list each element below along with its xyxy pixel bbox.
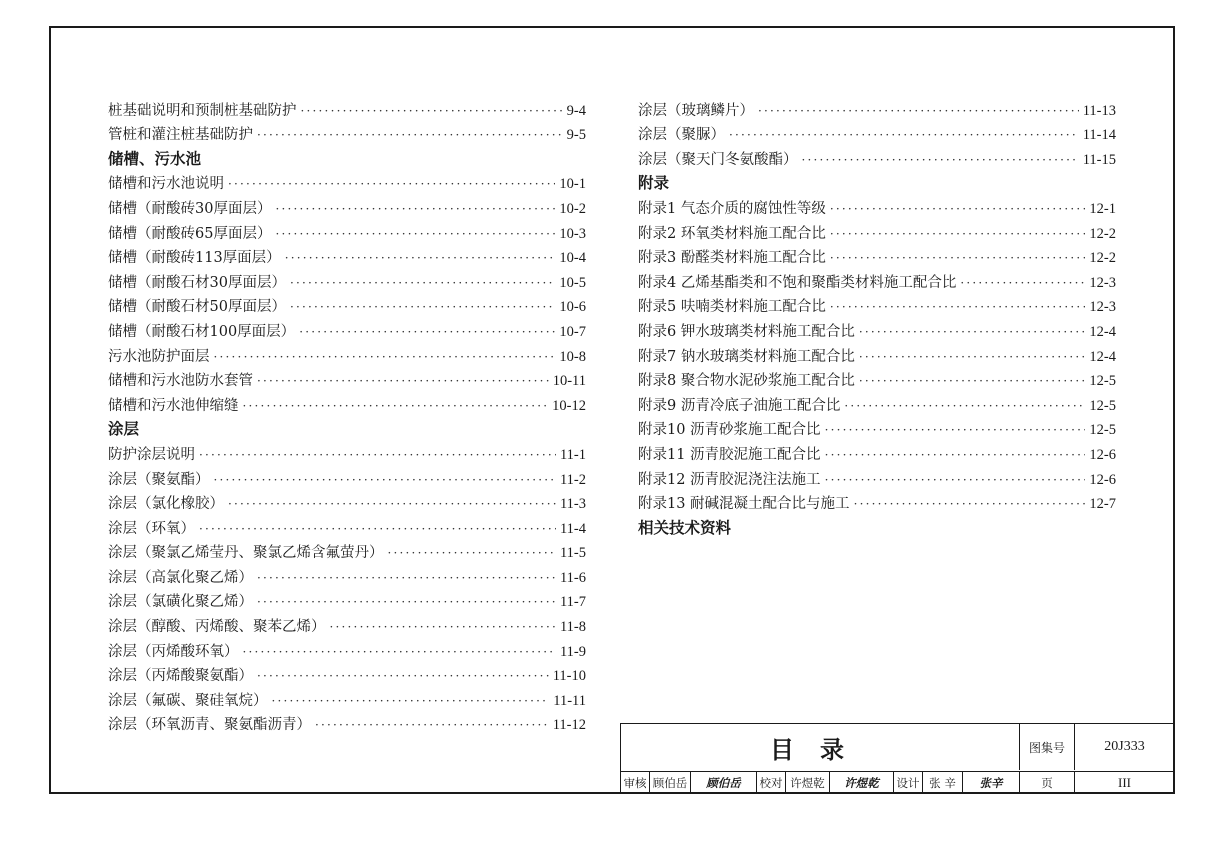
reviewer-name: 顾伯岳 xyxy=(650,772,691,793)
toc-entry-page: 12-3 xyxy=(1089,274,1116,291)
toc-entry-title: 涂层（醇酸、丙烯酸、聚苯乙烯） xyxy=(108,619,326,636)
toc-entry-title: 涂层（聚氨酯） xyxy=(108,471,210,488)
toc-entry-page: 10-3 xyxy=(559,225,586,242)
toc-section-heading: 储槽、污水池 xyxy=(108,149,202,168)
toc-entry xyxy=(108,267,586,292)
toc-dot-leader xyxy=(228,175,555,193)
toc-dot-leader xyxy=(830,200,1086,218)
toc-dot-leader xyxy=(844,397,1085,415)
toc-entry-page: 11-10 xyxy=(552,668,586,685)
toc-dot-leader xyxy=(214,471,556,489)
toc-entry-title: 储槽和污水池伸缩缝 xyxy=(108,397,239,414)
toc-entry-page: 12-3 xyxy=(1089,299,1116,316)
toc-entry xyxy=(638,144,1116,169)
toc-entry-title: 附录7 钠水玻璃类材料施工配合比 xyxy=(638,348,855,365)
toc-entry-title: 储槽和污水池防水套管 xyxy=(108,373,253,390)
toc-entry-title: 储槽（耐酸石材50厚面层） xyxy=(108,299,286,316)
toc-entry-page: 11-4 xyxy=(559,520,586,537)
toc-dot-leader xyxy=(859,372,1086,390)
toc-entry xyxy=(108,489,586,514)
toc-right-column xyxy=(638,95,1116,538)
reviewer-signature: 顾伯岳 xyxy=(691,772,757,793)
toc-entry xyxy=(638,316,1116,341)
toc-dot-leader xyxy=(830,225,1086,243)
toc-entry-page: 10-1 xyxy=(559,176,586,193)
toc-entry-title: 涂层（氯化橡胶） xyxy=(108,496,224,513)
toc-entry-page: 11-3 xyxy=(559,496,586,513)
toc-entry-page: 12-2 xyxy=(1089,250,1116,267)
toc-entry-title: 附录4 乙烯基酯类和不饱和聚酯类材料施工配合比 xyxy=(638,274,957,291)
toc-entry-title: 涂层（聚天门冬氨酸酯） xyxy=(638,151,798,168)
toc-dot-leader xyxy=(257,569,556,587)
toc-entry-page: 11-8 xyxy=(559,619,586,636)
designer-name: 张 辛 xyxy=(923,772,963,793)
toc-entry xyxy=(108,685,586,710)
toc-entry-page: 12-1 xyxy=(1089,200,1116,217)
toc-entry xyxy=(638,95,1116,120)
toc-entry xyxy=(108,538,586,563)
toc-entry-title: 附录9 沥青冷底子油施工配合比 xyxy=(638,397,841,414)
toc-dot-leader xyxy=(859,348,1086,366)
toc-dot-leader xyxy=(257,126,563,144)
toc-entry-page: 12-4 xyxy=(1089,323,1116,340)
toc-entry xyxy=(108,292,586,317)
toc-entry-page: 10-4 xyxy=(559,250,586,267)
toc-entry-page: 10-2 xyxy=(559,200,586,217)
toc-entry-page: 12-5 xyxy=(1089,422,1116,439)
toc-entry-page: 11-2 xyxy=(559,471,586,488)
toc-dot-leader xyxy=(243,397,549,415)
toc-dot-leader xyxy=(257,667,549,685)
toc-entry xyxy=(108,169,586,194)
toc-entry-title: 涂层（玻璃鳞片） xyxy=(638,102,754,119)
toc-entry xyxy=(638,366,1116,391)
toc-entry-page: 12-5 xyxy=(1089,397,1116,414)
toc-entry xyxy=(108,341,586,366)
toc-entry-page: 12-4 xyxy=(1089,348,1116,365)
toc-entry-title: 涂层（环氧沥青、聚氨酯沥青） xyxy=(108,717,311,734)
toc-entry-page: 11-11 xyxy=(553,692,586,709)
title-block-bottom-row xyxy=(621,772,1175,793)
toc-entry xyxy=(108,120,586,145)
toc-dot-leader xyxy=(859,323,1086,341)
toc-entry-title: 储槽（耐酸石材100厚面层） xyxy=(108,323,296,340)
checker-name: 许煜乾 xyxy=(786,772,830,793)
toc-entry-title: 附录1 气态介质的腐蚀性等级 xyxy=(638,200,826,217)
toc-entry-title: 污水池防护面层 xyxy=(108,348,210,365)
toc-entry-page: 12-2 xyxy=(1089,225,1116,242)
page-title: 目录 xyxy=(621,724,1020,770)
toc-entry xyxy=(638,464,1116,489)
toc-entry xyxy=(638,439,1116,464)
toc-entry-page: 11-7 xyxy=(559,594,586,611)
toc-dot-leader xyxy=(960,274,1085,292)
toc-dot-leader xyxy=(257,372,549,390)
toc-dot-leader xyxy=(330,618,556,636)
toc-dot-leader xyxy=(854,495,1086,513)
toc-entry-title: 涂层（丙烯酸环氧） xyxy=(108,643,239,660)
title-block xyxy=(620,723,1175,794)
toc-entry xyxy=(108,243,586,268)
toc-entry-page: 12-6 xyxy=(1089,471,1116,488)
toc-entry-title: 桩基础说明和预制桩基础防护 xyxy=(108,102,297,119)
toc-dot-leader xyxy=(275,200,555,218)
toc-entry xyxy=(108,513,586,538)
toc-entry xyxy=(108,218,586,243)
toc-entry-page: 12-7 xyxy=(1089,496,1116,513)
toc-dot-leader xyxy=(228,495,556,513)
toc-entry-title: 附录13 耐碱混凝土配合比与施工 xyxy=(638,496,850,513)
toc-dot-leader xyxy=(214,348,556,366)
designer-signature: 张辛 xyxy=(963,772,1020,793)
toc-entry-page: 9-4 xyxy=(566,102,586,119)
toc-entry xyxy=(638,415,1116,440)
toc-entry-title: 涂层（氯磺化聚乙烯） xyxy=(108,594,253,611)
toc-entry-page: 10-8 xyxy=(559,348,586,365)
toc-dot-leader xyxy=(199,446,556,464)
toc-section-heading: 涂层 xyxy=(108,420,140,439)
toc-entry-page: 10-5 xyxy=(559,274,586,291)
toc-entry-page: 11-13 xyxy=(1082,102,1116,119)
toc-dot-leader xyxy=(388,544,556,562)
toc-entry xyxy=(638,341,1116,366)
toc-entry xyxy=(108,562,586,587)
toc-dot-leader xyxy=(802,151,1079,169)
toc-dot-leader xyxy=(290,274,555,292)
toc-dot-leader xyxy=(299,323,555,341)
toc-entry-title: 附录3 酚醛类材料施工配合比 xyxy=(638,250,826,267)
toc-entry xyxy=(108,611,586,636)
check-label: 校对 xyxy=(757,772,786,793)
toc-dot-leader xyxy=(275,225,555,243)
toc-entry-title: 储槽（耐酸石材30厚面层） xyxy=(108,274,286,291)
toc-dot-leader xyxy=(257,593,556,611)
toc-entry-page: 10-11 xyxy=(552,373,586,390)
toc-entry-title: 附录11 沥青胶泥施工配合比 xyxy=(638,446,821,463)
toc-entry xyxy=(108,636,586,661)
toc-dot-leader xyxy=(272,692,550,710)
toc-dot-leader xyxy=(758,102,1079,120)
toc-entry xyxy=(108,439,586,464)
toc-dot-leader xyxy=(825,446,1086,464)
toc-entry xyxy=(638,218,1116,243)
toc-entry xyxy=(108,587,586,612)
toc-entry-title: 涂层（环氧） xyxy=(108,520,195,537)
atlas-number-label: 图集号 xyxy=(1020,724,1075,770)
toc-entry xyxy=(108,316,586,341)
toc-dot-leader xyxy=(825,471,1086,489)
toc-entry-page: 12-6 xyxy=(1089,446,1116,463)
toc-entry-title: 附录2 环氧类材料施工配合比 xyxy=(638,225,826,242)
toc-dot-leader xyxy=(290,298,555,316)
toc-left-column xyxy=(108,95,586,734)
toc-entry-title: 附录5 呋喃类材料施工配合比 xyxy=(638,299,826,316)
toc-entry-title: 储槽和污水池说明 xyxy=(108,176,224,193)
toc-entry xyxy=(638,489,1116,514)
toc-entry xyxy=(108,710,586,735)
page-label: 页 xyxy=(1020,772,1075,793)
toc-entry-title: 储槽（耐酸砖30厚面层） xyxy=(108,200,272,217)
toc-section-heading: 附录 xyxy=(638,174,670,193)
toc-entry-page: 12-5 xyxy=(1089,373,1116,390)
toc-entry-title: 涂层（氟碳、聚硅氧烷） xyxy=(108,692,268,709)
toc-entry xyxy=(108,366,586,391)
toc-dot-leader xyxy=(285,249,556,267)
toc-entry-title: 储槽（耐酸砖65厚面层） xyxy=(108,225,272,242)
title-block-top-row xyxy=(621,724,1175,772)
toc-entry-title: 附录10 沥青砂浆施工配合比 xyxy=(638,422,821,439)
toc-entry xyxy=(638,390,1116,415)
toc-dot-leader xyxy=(830,298,1086,316)
toc-entry-page: 9-5 xyxy=(566,127,586,144)
toc-entry-title: 储槽（耐酸砖113厚面层） xyxy=(108,250,281,267)
toc-dot-leader xyxy=(729,126,1079,144)
toc-entry-page: 11-1 xyxy=(559,446,586,463)
toc-entry-title: 防护涂层说明 xyxy=(108,446,195,463)
toc-entry-page: 11-15 xyxy=(1082,151,1116,168)
toc-entry-page: 10-6 xyxy=(559,299,586,316)
review-label: 审核 xyxy=(621,772,650,793)
toc-entry-page: 11-6 xyxy=(559,569,586,586)
toc-entry xyxy=(638,292,1116,317)
toc-entry-title: 管桩和灌注桩基础防护 xyxy=(108,127,253,144)
toc-section-heading: 相关技术资料 xyxy=(638,518,732,537)
design-label: 设计 xyxy=(894,772,923,793)
toc-dot-leader xyxy=(199,520,556,538)
toc-entry-title: 涂层（聚氯乙烯莹丹、聚氯乙烯含氟萤丹） xyxy=(108,545,384,562)
toc-entry xyxy=(638,267,1116,292)
toc-dot-leader xyxy=(830,249,1086,267)
toc-entry xyxy=(638,243,1116,268)
toc-entry-title: 附录6 钾水玻璃类材料施工配合比 xyxy=(638,323,855,340)
toc-dot-leader xyxy=(301,102,563,120)
toc-entry-page: 11-14 xyxy=(1082,127,1116,144)
toc-entry-page: 11-9 xyxy=(559,643,586,660)
toc-dot-leader xyxy=(825,421,1086,439)
toc-entry xyxy=(638,193,1116,218)
toc-entry-page: 10-7 xyxy=(559,323,586,340)
toc-entry-page: 11-12 xyxy=(552,717,586,734)
toc-entry-title: 附录8 聚合物水泥砂浆施工配合比 xyxy=(638,373,855,390)
toc-entry-title: 涂层（高氯化聚乙烯） xyxy=(108,569,253,586)
toc-dot-leader xyxy=(243,643,556,661)
toc-entry xyxy=(108,464,586,489)
toc-entry-title: 附录12 沥青胶泥浇注法施工 xyxy=(638,471,821,488)
toc-entry xyxy=(108,390,586,415)
toc-entry-title: 涂层（聚脲） xyxy=(638,127,725,144)
toc-entry xyxy=(108,193,586,218)
atlas-number: 20J333 xyxy=(1104,739,1145,754)
page-number: III xyxy=(1118,774,1131,790)
toc-entry xyxy=(638,120,1116,145)
toc-entry-page: 10-12 xyxy=(552,397,586,414)
toc-entry xyxy=(108,95,586,120)
toc-entry-page: 11-5 xyxy=(559,545,586,562)
toc-dot-leader xyxy=(315,716,549,734)
toc-entry-title: 涂层（丙烯酸聚氨酯） xyxy=(108,668,253,685)
toc-entry xyxy=(108,661,586,686)
checker-signature: 许煜乾 xyxy=(830,772,894,793)
